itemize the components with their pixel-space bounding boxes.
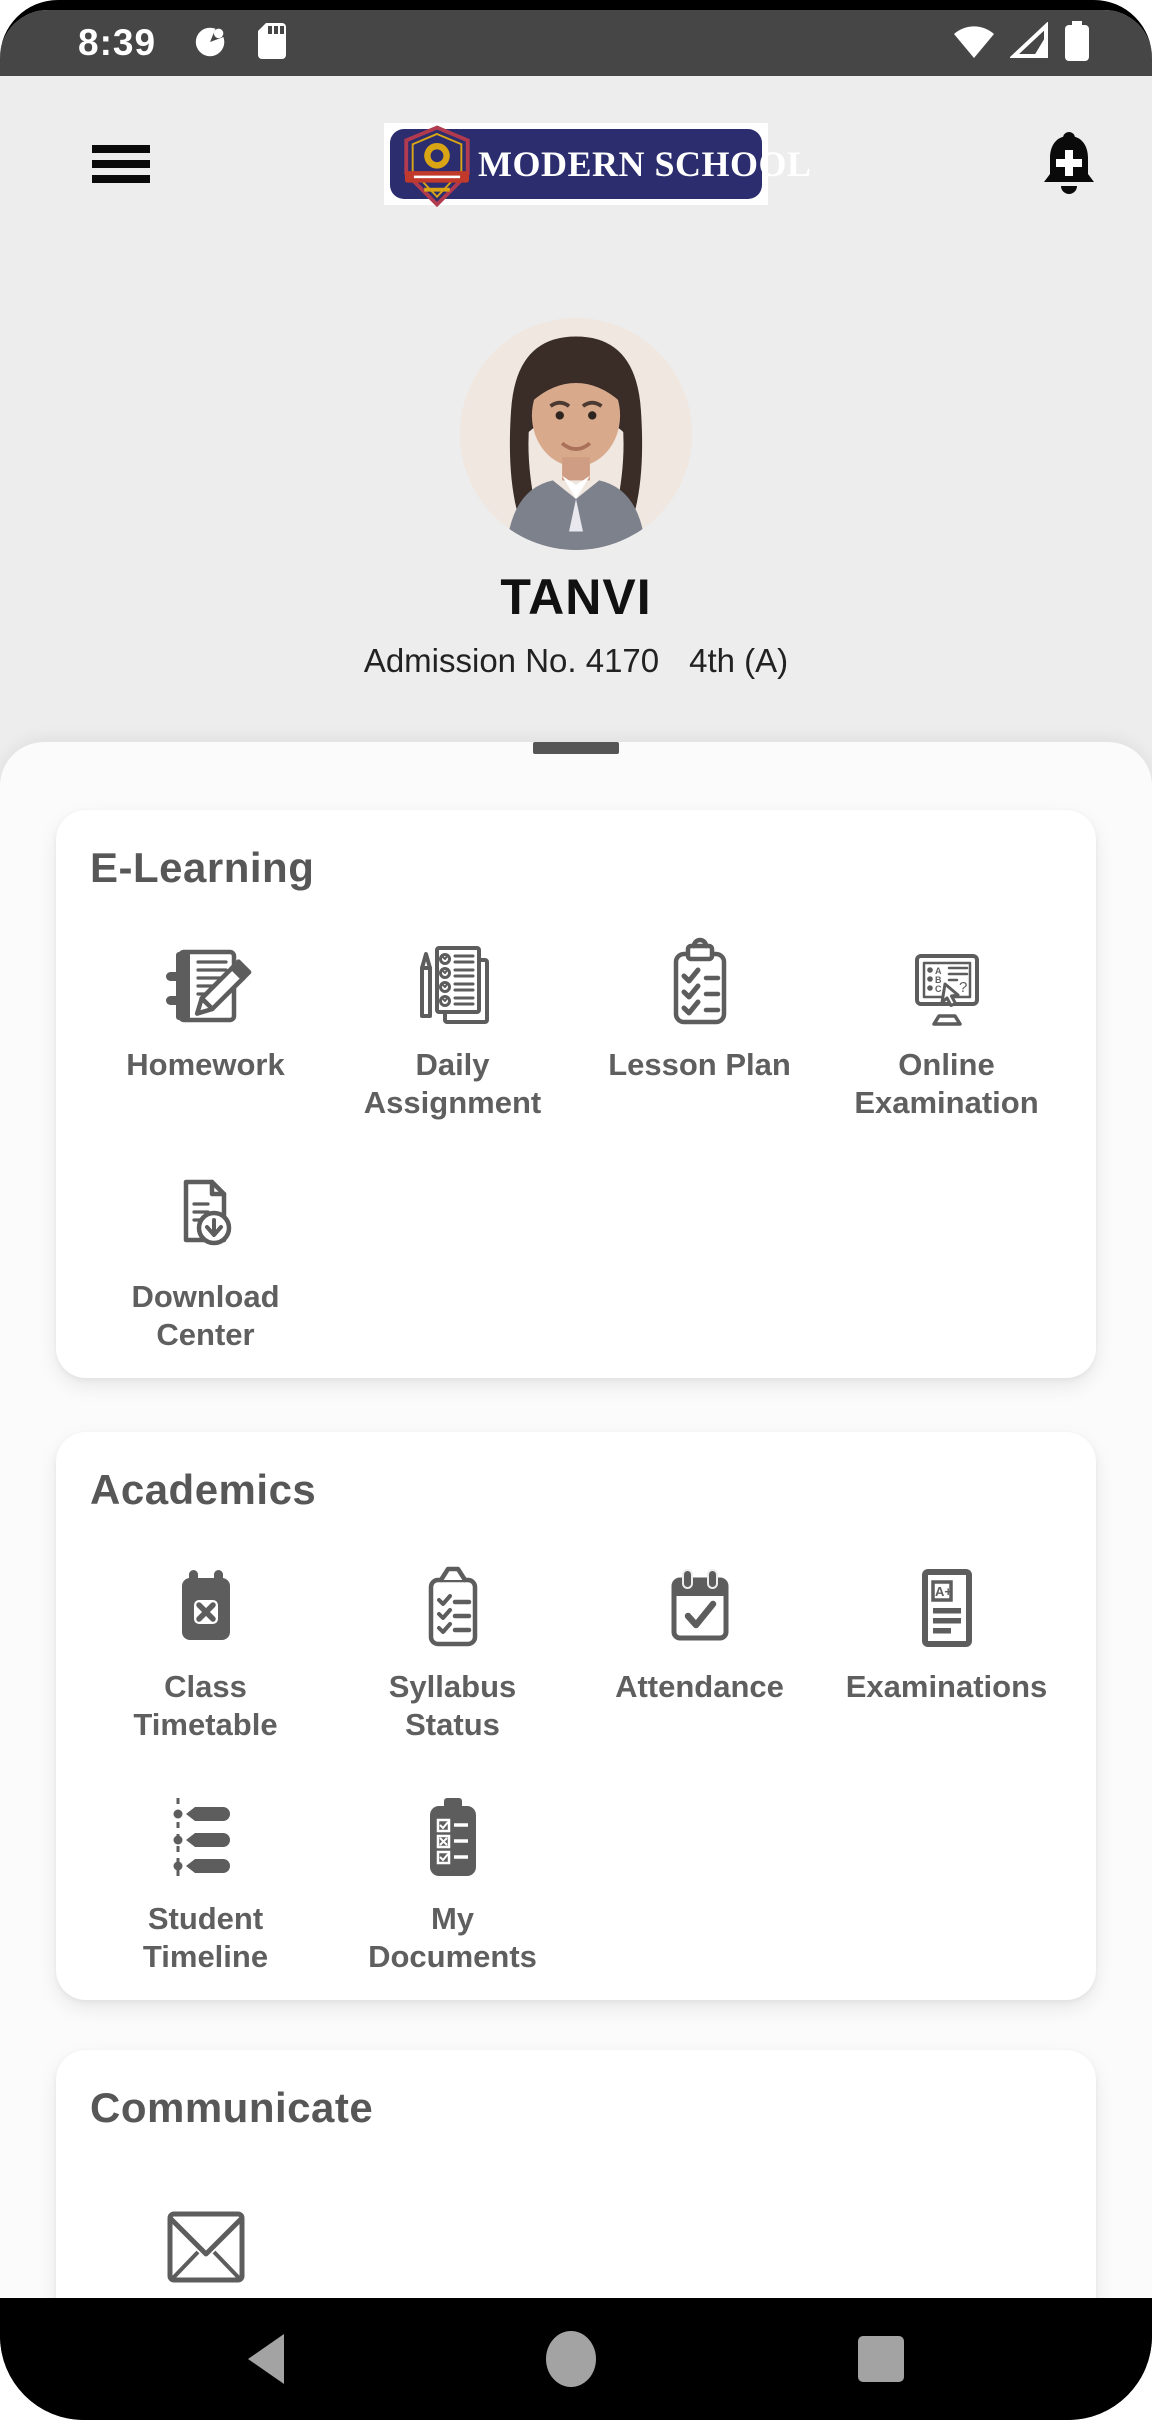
back-button[interactable] xyxy=(248,2334,284,2384)
tile-lesson-plan[interactable] xyxy=(576,936,823,1122)
recents-icon xyxy=(858,2336,904,2382)
svg-text:C: C xyxy=(934,984,941,994)
examinations-icon xyxy=(897,1558,997,1658)
admission-number: Admission No. 4170 xyxy=(363,642,660,679)
tile-label: My Documents xyxy=(368,1901,537,1974)
status-bar xyxy=(0,10,1152,76)
app-bar xyxy=(0,122,1152,206)
tile-email[interactable] xyxy=(82,2196,329,2298)
recents-button[interactable] xyxy=(858,2336,904,2382)
android-nav-bar xyxy=(0,2298,1152,2420)
status-time: 8:39 xyxy=(78,22,157,63)
online-examination-icon xyxy=(897,936,997,1036)
svg-text:A+: A+ xyxy=(934,1584,952,1599)
section-title: Communicate xyxy=(90,2084,374,2131)
class-section: 4th (A) xyxy=(689,642,789,679)
homework-icon xyxy=(156,936,256,1036)
email-icon xyxy=(156,2196,256,2296)
tile-label: Homework xyxy=(126,1047,285,1082)
my-documents-icon xyxy=(403,1790,503,1890)
tile-examinations[interactable] xyxy=(823,1558,1070,1744)
tile-label: Student Timeline xyxy=(142,1901,269,1974)
tile-label: Examinations xyxy=(845,1669,1048,1704)
attendance-icon xyxy=(650,1558,750,1658)
wifi-icon xyxy=(952,22,996,65)
tile-download-center[interactable] xyxy=(82,1168,329,1354)
section-card-academics xyxy=(56,1432,1096,2000)
tile-label: Syllabus Status xyxy=(388,1669,517,1742)
school-name: MODERN SCHOOL xyxy=(478,144,812,184)
class-timetable-icon xyxy=(156,1558,256,1658)
menu-button[interactable] xyxy=(92,139,150,189)
app-screen xyxy=(0,10,1152,2298)
section-title: Academics xyxy=(90,1466,317,1513)
svg-text:?: ? xyxy=(958,979,967,996)
bottom-sheet xyxy=(0,742,1152,2298)
sheet-drag-handle[interactable] xyxy=(533,742,619,754)
tile-label: Lesson Plan xyxy=(608,1047,791,1082)
section-card-elearning xyxy=(56,810,1096,1378)
student-profile xyxy=(0,206,1152,680)
syllabus-status-icon xyxy=(403,1558,503,1658)
tile-label: Class Timetable xyxy=(133,1669,278,1742)
tile-label: Online Examination xyxy=(854,1047,1039,1120)
home-button[interactable] xyxy=(546,2331,596,2387)
tile-label: Daily Assignment xyxy=(363,1047,542,1120)
notification-button[interactable] xyxy=(1038,130,1100,199)
tile-student-timeline[interactable] xyxy=(82,1790,329,1976)
student-name: TANVI xyxy=(500,569,652,625)
home-icon xyxy=(546,2331,596,2387)
download-center-icon xyxy=(156,1168,256,1268)
sd-card-icon xyxy=(256,21,288,66)
tile-syllabus-status[interactable] xyxy=(329,1558,576,1744)
tile-label: Attendance xyxy=(615,1669,784,1704)
battery-icon xyxy=(1064,20,1090,67)
back-icon xyxy=(248,2334,284,2384)
tile-label: Download Center xyxy=(131,1279,280,1352)
section-title: E-Learning xyxy=(90,844,315,891)
tile-class-timetable[interactable] xyxy=(82,1558,329,1744)
cell-signal-icon xyxy=(1010,22,1050,65)
lesson-plan-icon xyxy=(650,936,750,1036)
school-logo xyxy=(384,123,812,205)
tile-homework[interactable] xyxy=(82,936,329,1122)
student-timeline-icon xyxy=(156,1790,256,1890)
section-card-communicate xyxy=(56,2050,1096,2298)
tile-attendance[interactable] xyxy=(576,1558,823,1744)
svg-text:B: B xyxy=(934,975,941,985)
tile-daily-assignment[interactable] xyxy=(329,936,576,1122)
svg-text:A: A xyxy=(934,966,941,976)
student-avatar[interactable] xyxy=(460,318,692,550)
daily-assignment-icon xyxy=(403,936,503,1036)
notification-add-bell-icon xyxy=(1038,184,1100,199)
tile-my-documents[interactable] xyxy=(329,1790,576,1976)
data-saver-icon xyxy=(192,22,230,65)
hamburger-menu-icon xyxy=(92,145,150,153)
school-crest-icon xyxy=(398,125,476,207)
tile-online-examination[interactable] xyxy=(823,936,1070,1122)
